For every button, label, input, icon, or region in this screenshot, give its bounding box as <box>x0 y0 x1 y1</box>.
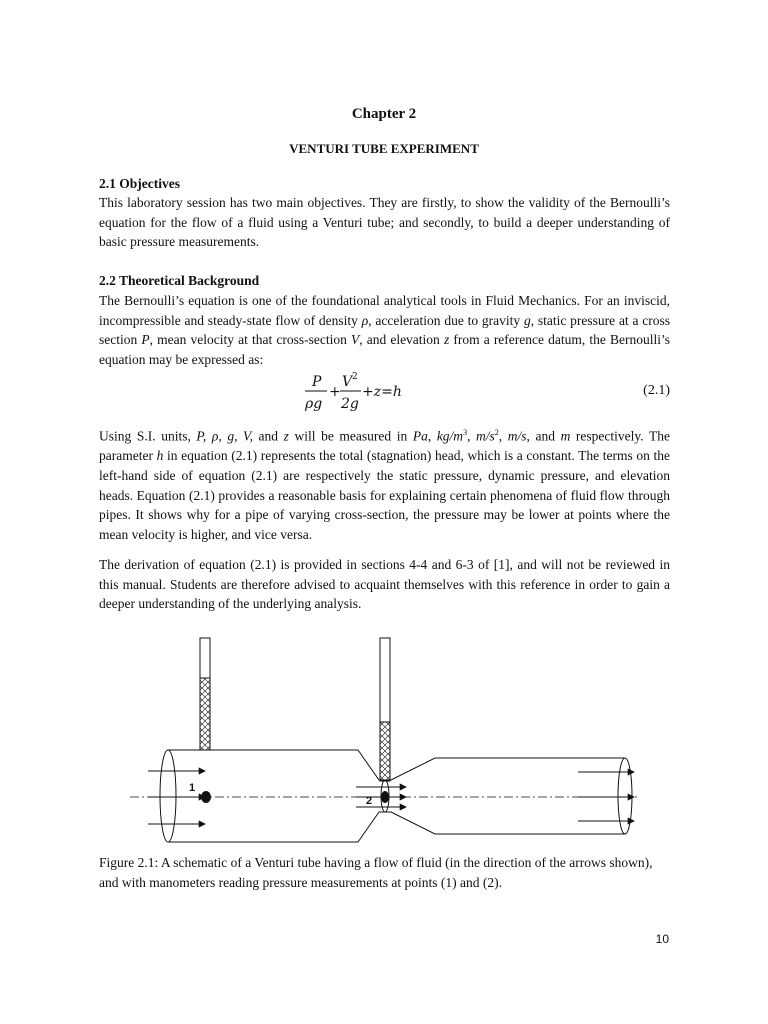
section-2-1-text: This laboratory session has two main objectives. They are firstly, to show the validity of the Bernoulli’s equation for the flow of a fluid using a Venturi tube; and secondly, to build a deeper understanding of basic pressure measurements. <box>99 195 670 250</box>
eq-rho-g: ρg <box>305 396 323 412</box>
chapter-title: VENTURI TUBE EXPERIMENT <box>289 141 479 156</box>
eq-rest: +z=h <box>362 384 402 400</box>
venturi-tube-bottom-wall <box>168 812 625 842</box>
chapter-heading: Chapter 2 <box>351 106 417 122</box>
measurement-point-1 <box>201 791 211 803</box>
venturi-tube-top-wall <box>168 750 625 780</box>
eq-v-exp: 2 <box>352 372 358 382</box>
point-1-label: 1 <box>189 782 196 794</box>
eq-plus: + <box>329 384 341 400</box>
inlet-cross-section <box>160 750 176 842</box>
bernoulli-equation <box>0 372 768 414</box>
section-2-2-paragraph-3: The derivation of equation (2.1) is provided in sections 4-4 and 6-3 of [1], and will not be reviewed in this manual. Students are therefore advised to acquaint themselves with this reference in order to gain a deeper understanding of the underlying analysis. <box>99 557 670 612</box>
section-2-2-heading: 2.2 Theoretical Background <box>99 273 260 288</box>
flow-arrows <box>148 771 634 824</box>
eq-v: V <box>342 374 353 390</box>
manometer-1 <box>200 638 210 750</box>
eq-p: P <box>312 374 322 390</box>
venturi-tube-schematic <box>130 634 640 844</box>
figure-caption: Figure 2.1: A schematic of a Venturi tube having a flow of fluid (in the direction of the arrows shown), and with manometers reading pressure measurements at points (1) and (2). <box>99 855 653 890</box>
manometer-2 <box>380 638 390 781</box>
equation-number: (2.1) <box>643 383 670 398</box>
page-number: 10 <box>655 932 669 946</box>
section-2-2-paragraph-2: Using S.I. units, P, ρ, g, V, and z will be measured in Pa, $kg/m^3$, $m/s^2$, m/s, and m respectively. The parameter h in equation (2.1) represents the total (stagnation) head, which is a constant. The terms on the left-hand side of equation (2.1) are respectively the static pressure, dynamic pressure, and elevation heads. Equation (2.1) provides a reasonable basis for explaining certain phenomena of fluid flow through pipes. It shows why for a pipe of varying cross-section, the pressure may be lower at points where the mean velocity is higher, and vice versa. <box>99 428 670 543</box>
section-2-2-paragraph-1: The Bernoulli’s equation is one of the foundational analytical tools in Fluid Mechanics. For an inviscid, incompressible and steady-state flow of density ρ, acceleration due to gravity g, static pressure at a cross section P, mean velocity at that cross-section V, and elevation z from a reference datum, the Bernoulli’s equation may be expressed as: <box>99 293 671 368</box>
equation-formula <box>300 372 420 414</box>
eq-2g: 2g <box>341 396 359 412</box>
point-2-label: 2 <box>366 795 373 807</box>
section-2-1-heading: 2.1 Objectives <box>99 176 180 191</box>
outlet-cross-section <box>618 758 632 834</box>
measurement-point-2 <box>381 791 389 803</box>
